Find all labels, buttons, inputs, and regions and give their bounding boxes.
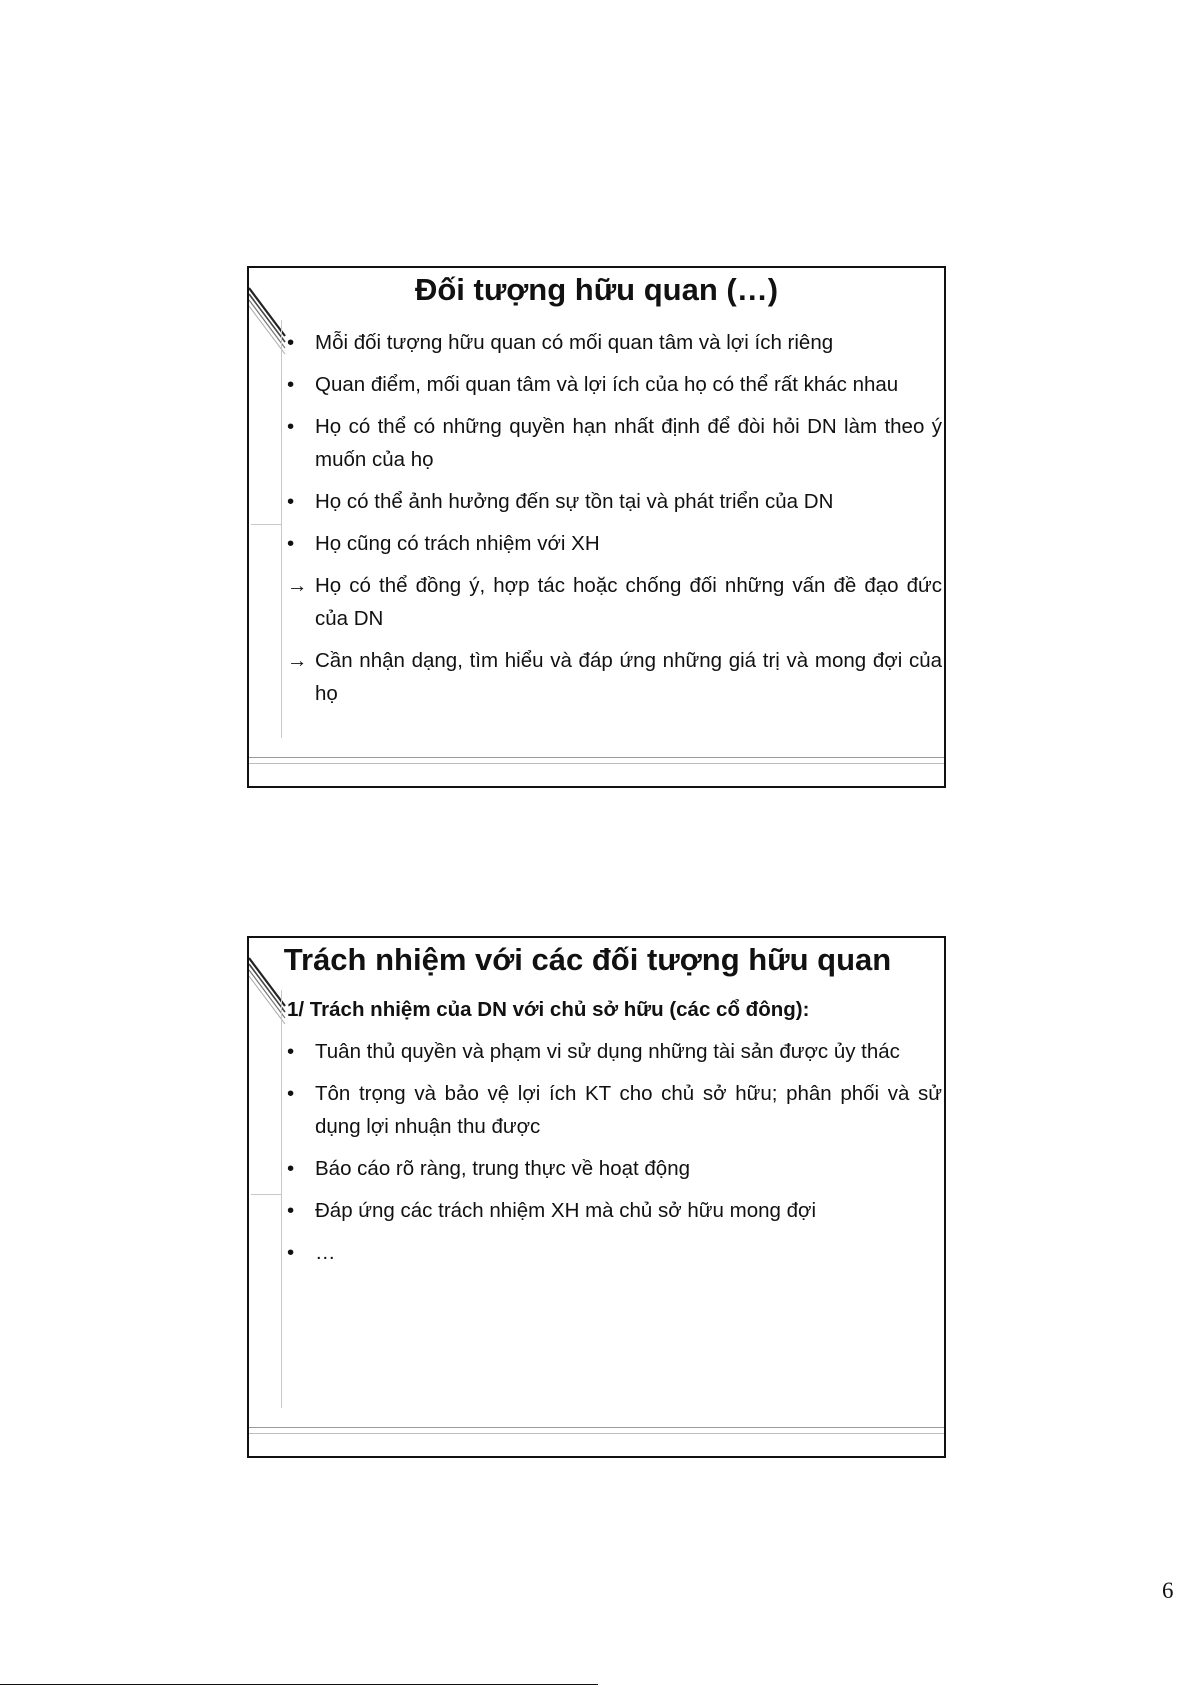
slide-content xyxy=(287,326,942,719)
slide-2 xyxy=(247,936,946,1458)
list-item: • Tôn trọng và bảo vệ lợi ích KT cho chủ sở hữu; phân phối và sử dụng lợi nhuận thu được xyxy=(287,1077,942,1143)
list-item: • Báo cáo rõ ràng, trung thực về hoạt động xyxy=(287,1152,942,1185)
bullet-marker: • xyxy=(287,1040,295,1063)
bullet-marker: • xyxy=(287,415,295,438)
bullet-marker: • xyxy=(287,373,295,396)
footer-rule xyxy=(249,1427,944,1428)
page-number: 6 xyxy=(1162,1578,1174,1603)
list-item: • Quan điểm, mối quan tâm và lợi ích của họ có thể rất khác nhau xyxy=(287,368,942,401)
list-item: • Họ cũng có trách nhiệm với XH xyxy=(287,527,942,560)
footer-rule xyxy=(249,757,944,758)
left-guide-line xyxy=(281,320,282,738)
left-guide-tick xyxy=(251,524,281,525)
left-guide-tick xyxy=(251,1194,281,1195)
list-item: • Họ có thể ảnh hưởng đến sự tồn tại và phát triển của DN xyxy=(287,485,942,518)
conclusion-item: → Họ có thể đồng ý, hợp tác hoặc chống đối những vấn đề đạo đức của DN xyxy=(287,569,942,635)
list-item: • … xyxy=(287,1236,942,1269)
bullet-marker: • xyxy=(287,1241,295,1264)
bullet-marker: • xyxy=(287,1199,295,1222)
slide-title: Trách nhiệm với các đối tượng hữu quan xyxy=(283,942,892,977)
bullet-marker: • xyxy=(287,532,295,555)
bullet-marker: • xyxy=(287,1157,295,1180)
list-item: • Họ có thể có những quyền hạn nhất định để đòi hỏi DN làm theo ý muốn của họ xyxy=(287,410,942,476)
slide-content xyxy=(287,996,942,1278)
bullet-marker: • xyxy=(287,1082,295,1105)
left-guide-line xyxy=(281,990,282,1408)
list-item: • Đáp ứng các trách nhiệm XH mà chủ sở hữu mong đợi xyxy=(287,1194,942,1227)
list-item: • Mỗi đối tượng hữu quan có mối quan tâm và lợi ích riêng xyxy=(287,326,942,359)
bullet-marker: • xyxy=(287,490,295,513)
footer-rule-secondary xyxy=(249,1433,944,1434)
slide-1 xyxy=(247,266,946,788)
list-item: • Tuân thủ quyền và phạm vi sử dụng những tài sản được ủy thác xyxy=(287,1035,942,1068)
footer-rule-secondary xyxy=(249,763,944,764)
conclusion-item: → Cần nhận dạng, tìm hiểu và đáp ứng những giá trị và mong đợi của họ xyxy=(287,644,942,710)
bullet-marker: • xyxy=(287,331,295,354)
section-subheading: 1/ Trách nhiệm của DN với chủ sở hữu (các cổ đông): xyxy=(287,998,810,1021)
arrow-right-icon: → xyxy=(287,649,308,672)
arrow-right-icon: → xyxy=(287,574,308,597)
slide-title: Đối tượng hữu quan (…) xyxy=(414,272,779,307)
